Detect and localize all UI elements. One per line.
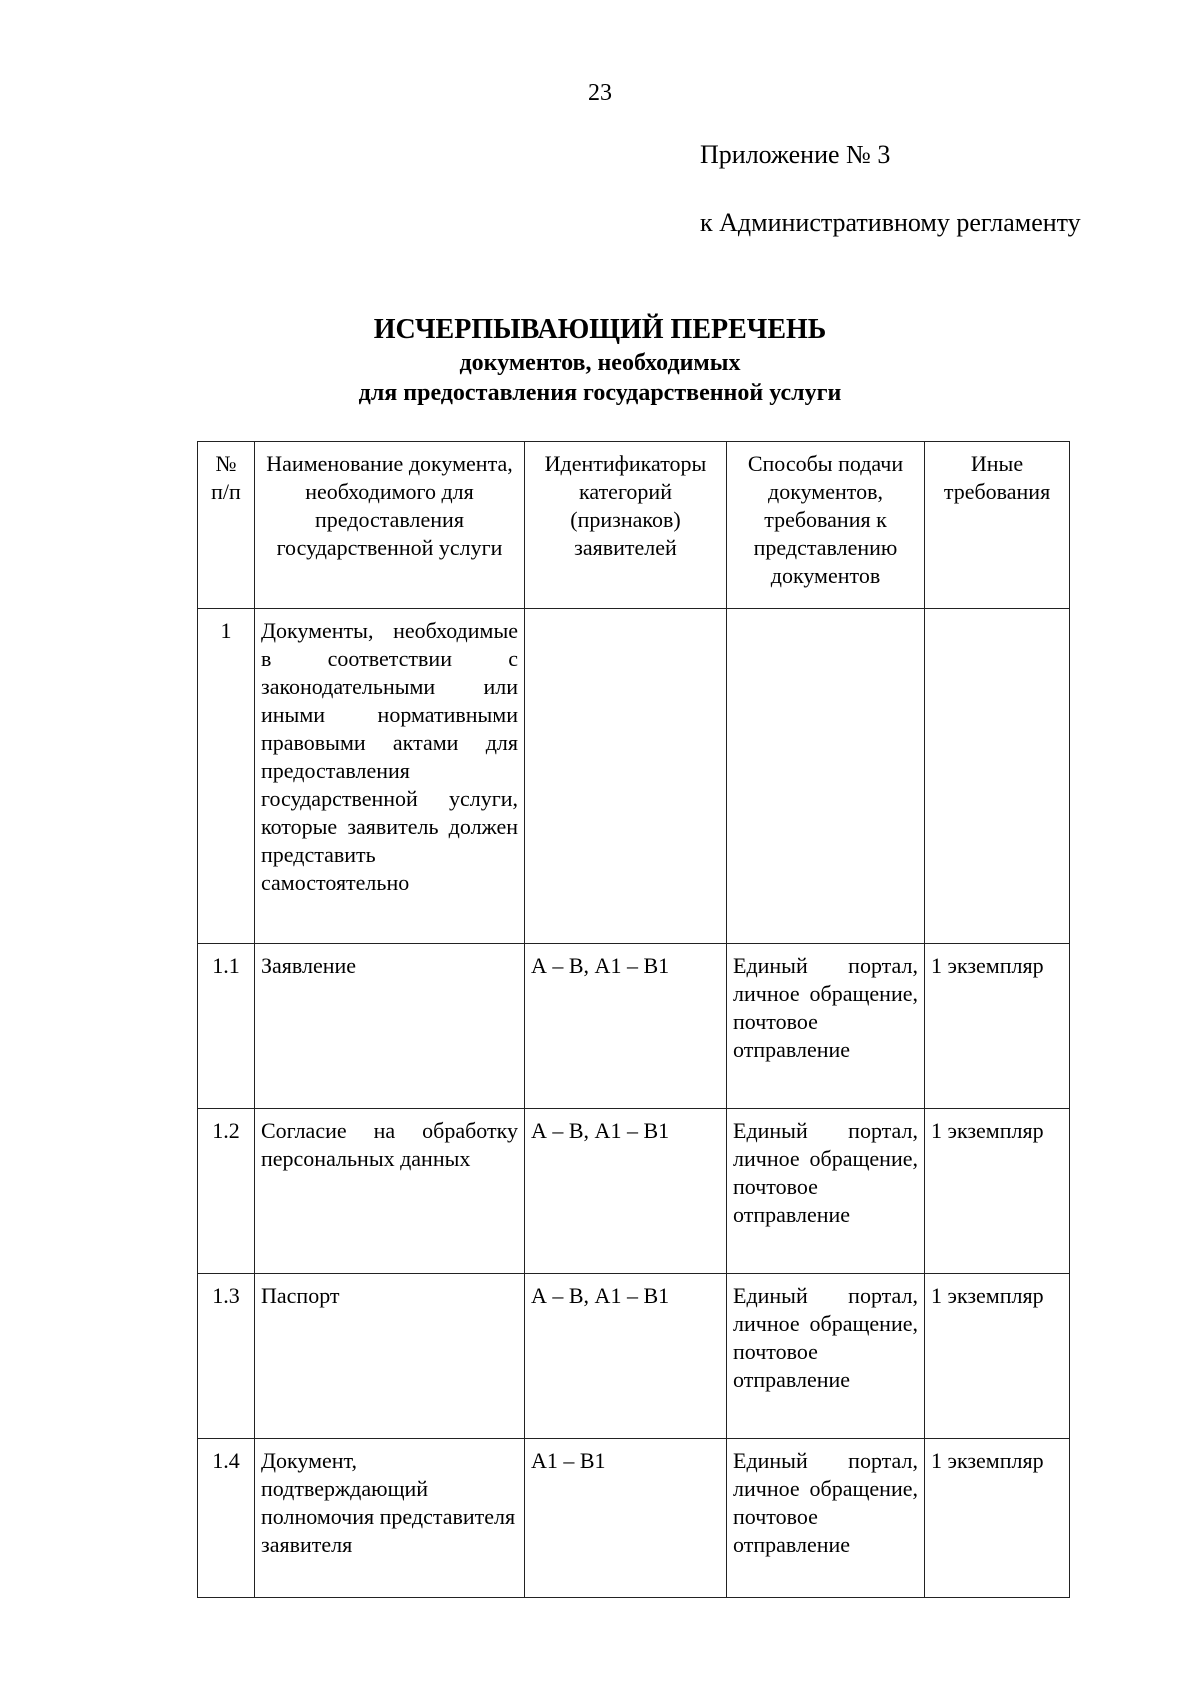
title-line-3: для предоставления государственной услуги <box>358 380 842 406</box>
document-title <box>0 312 1200 408</box>
table-row <box>198 609 1070 944</box>
row-document-name: Документы, необходимые в соответствии с законодательными или иными нормативными правовыми актами для предоставления государственной услуги, которые заявитель должен представить самостоятельно <box>255 609 525 944</box>
row-number: 1.4 <box>198 1439 255 1598</box>
header-number: № п/п <box>198 442 255 609</box>
table-row <box>198 1109 1070 1274</box>
table-row <box>198 1274 1070 1439</box>
row-other-requirements: 1 экземпляр <box>925 1109 1070 1274</box>
documents-table <box>197 441 1070 1598</box>
header-applicant-ids: Идентификаторы категорий (признаков) заявителей <box>525 442 727 609</box>
row-number: 1.2 <box>198 1109 255 1274</box>
title-main: ИСЧЕРПЫВАЮЩИЙ ПЕРЕЧЕНЬ <box>373 314 827 345</box>
row-applicant-ids: А – В, А1 – В1 <box>525 944 727 1109</box>
row-other-requirements <box>925 609 1070 944</box>
appendix-number: Приложение № 3 <box>700 140 891 169</box>
table-row <box>198 1439 1070 1598</box>
row-submission-methods: Единый портал, личное обращение, почтовое отправление <box>727 944 925 1109</box>
row-submission-methods: Единый портал, личное обращение, почтовое отправление <box>727 1109 925 1274</box>
header-other-requirements: Иные требования <box>925 442 1070 609</box>
row-applicant-ids <box>525 609 727 944</box>
header-submission-methods: Способы подачи документов, требования к представлению документов <box>727 442 925 609</box>
header-document-name: Наименование документа, необходимого для предоставления государственной услуги <box>255 442 525 609</box>
row-applicant-ids: А1 – В1 <box>525 1439 727 1598</box>
row-submission-methods: Единый портал, личное обращение, почтовое отправление <box>727 1439 925 1598</box>
row-applicant-ids: А – В, А1 – В1 <box>525 1109 727 1274</box>
row-document-name: Заявление <box>255 944 525 1109</box>
row-document-name: Согласие на обработку персональных данных <box>255 1109 525 1274</box>
title-line-2: документов, необходимых <box>459 350 741 376</box>
table-header-row <box>198 442 1070 609</box>
row-other-requirements: 1 экземпляр <box>925 1439 1070 1598</box>
row-document-name: Документ, подтверждающий полномочия представителя заявителя <box>255 1439 525 1598</box>
row-other-requirements: 1 экземпляр <box>925 1274 1070 1439</box>
row-number: 1 <box>198 609 255 944</box>
row-submission-methods: Единый портал, личное обращение, почтовое отправление <box>727 1274 925 1439</box>
row-document-name: Паспорт <box>255 1274 525 1439</box>
page-number: 23 <box>588 80 612 106</box>
row-number: 1.1 <box>198 944 255 1109</box>
appendix-reference: к Административному регламенту <box>700 208 1081 237</box>
row-applicant-ids: А – В, А1 – В1 <box>525 1274 727 1439</box>
table-row <box>198 944 1070 1109</box>
row-number: 1.3 <box>198 1274 255 1439</box>
row-other-requirements: 1 экземпляр <box>925 944 1070 1109</box>
row-submission-methods <box>727 609 925 944</box>
